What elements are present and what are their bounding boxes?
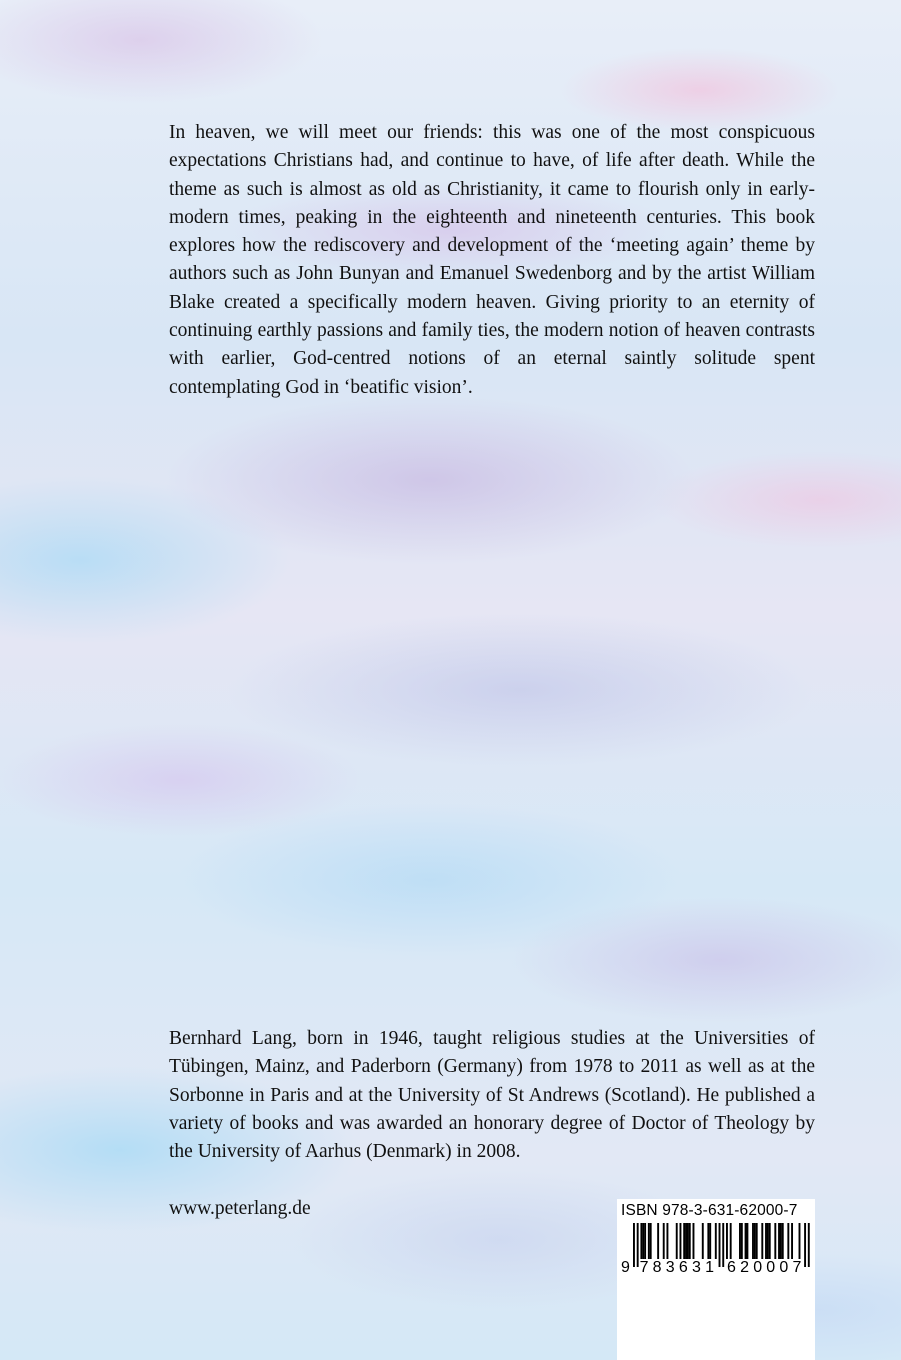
isbn-label: ISBN 978-3-631-62000-7 [621, 1202, 798, 1219]
barcode-bar [644, 1223, 646, 1259]
barcode-icon [617, 1199, 815, 1360]
barcode-bar [791, 1223, 793, 1259]
barcode-bar [663, 1223, 665, 1259]
barcode-bar [683, 1223, 685, 1259]
barcode-bar [808, 1223, 810, 1267]
publisher-website: www.peterlang.de [169, 1198, 311, 1219]
barcode-bar [767, 1223, 769, 1259]
barcode-bar [689, 1223, 691, 1259]
ean-left-group: 783631 [639, 1259, 719, 1276]
barcode-bar [769, 1223, 771, 1259]
isbn-barcode-box [617, 1199, 815, 1360]
ean-right-group: 620007 [727, 1259, 806, 1276]
barcode-bar [745, 1223, 747, 1259]
barcode-bar [778, 1223, 780, 1259]
barcode-bar [709, 1223, 711, 1259]
barcode-bar [687, 1223, 689, 1259]
author-bio: Bernhard Lang, born in 1946, taught religious studies at the Universities of Tübingen, Mainz, and Paderborn (Germany) from 1978 to 2011 as well as at the Sorbonne in Paris and at the University of St Andrews (Scotland). He published a variety of books and was awarded an honorary degree of Doctor of Theology by the University of Aarhus (Denmark) in 2008. [169, 1028, 815, 1163]
barcode-bar [633, 1223, 635, 1267]
barcode-bar [648, 1223, 650, 1259]
barcode-bar [685, 1223, 687, 1259]
barcode-bar [741, 1223, 743, 1259]
barcode-bar [774, 1223, 776, 1259]
barcode-bar [752, 1223, 754, 1259]
barcode-bar [715, 1223, 717, 1259]
barcode-bar [680, 1223, 682, 1259]
barcode-bar [676, 1223, 678, 1259]
barcode-bar [739, 1223, 741, 1259]
barcode-bar [780, 1223, 782, 1259]
book-description: In heaven, we will meet our friends: this was one of the most conspicuous expectations Christians had, and continue to have, of life after death. While the theme as such is almost as old as Christianity, it came to flourish only in early-modern times, peaking in the eighteenth and nineteenth centuries. This book explores how the rediscovery and development of the ‘meeting again’ theme by authors such as John Bunyan and Emanuel Swedenborg and by the artist William Blake created a specifically modern heaven. Giving priority to an eternity of continuing earthly passions and family ties, the modern notion of heaven contrasts with earlier, God-centred notions of an eternal saintly solitude spent contemplating God in ‘beatific vision’. [169, 122, 815, 398]
barcode-bar [666, 1223, 668, 1259]
ean-first-digit: 9 [621, 1259, 630, 1276]
barcode-bar [650, 1223, 652, 1259]
barcode-bar [756, 1223, 758, 1259]
barcode-bar [782, 1223, 784, 1259]
barcode-bar [754, 1223, 756, 1259]
barcode-bar [787, 1223, 789, 1259]
barcode-bar [637, 1223, 639, 1267]
barcode-bar [726, 1223, 728, 1259]
barcode-bar [719, 1223, 721, 1267]
barcode-bar [693, 1223, 695, 1259]
barcode-bar [799, 1223, 801, 1259]
barcode-bar [730, 1223, 732, 1259]
barcode-bar [642, 1223, 644, 1259]
barcode-bar [707, 1223, 709, 1259]
barcode-bar [640, 1223, 642, 1259]
barcode-bar [765, 1223, 767, 1259]
barcode-bar [722, 1223, 724, 1267]
barcode-bar [761, 1223, 763, 1259]
barcode-bar [657, 1223, 659, 1259]
barcode-bar [746, 1223, 748, 1259]
barcode-bar [702, 1223, 704, 1259]
